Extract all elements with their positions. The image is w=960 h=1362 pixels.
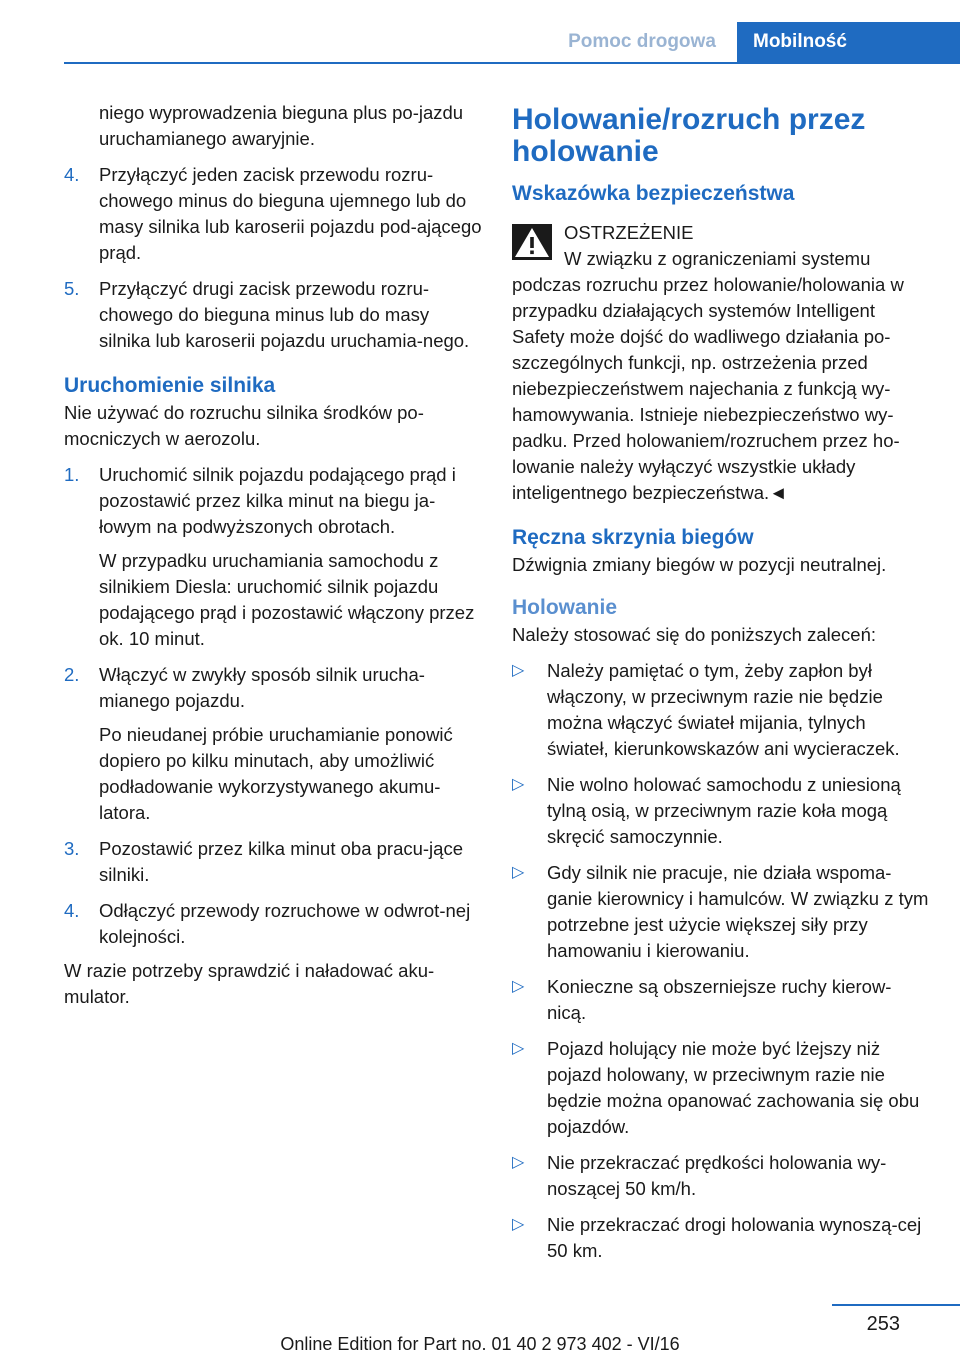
step-extra: Po nieudanej próbie uruchamianie ponowić dopiero po kilku minutach, aby umożliwić podładowanie wykorzystywanego akumu‐latora. <box>99 724 453 823</box>
edition-footer: Online Edition for Part no. 01 40 2 973 402 - VI/16 <box>280 1334 680 1354</box>
intro-continuation: niego wyprowadzenia bieguna plus po‐jazdu uruchamianego awaryjnie. <box>99 102 464 149</box>
bullet-triangle-icon: ▷ <box>512 978 525 995</box>
step-text: Przyłączyć drugi zacisk przewodu rozru‐chowego do bieguna minus lub do masy silnika lub karoserii pojazdu uruchamia‐nego. <box>99 278 470 351</box>
warning-text: podczas rozruchu przez holowanie/holowania w przypadku działających systemów Intelligent Safety może dojść do wadliwego działania po‐szczególnych funkcji, np. ostrzeżenia przed niebezpieczeństwem najechania z funkcją wy‐hamowywania. Istnieje niebezpieczeństwo wy‐padku. Przed holowaniem/rozruchem przez ho‐lowanie należy wyłączyć wszystkie układy inteligentnego bezpieczeństwa.◄ <box>512 274 904 503</box>
list-item-text: Nie przekraczać drogi holowania wynoszą‐cej 50 km. <box>547 1214 922 1261</box>
towing-intro: Należy stosować się do poniższych zaleceń: <box>512 624 877 645</box>
safety-heading: Wskazówka bezpieczeństwa <box>512 182 795 205</box>
right-column <box>512 100 930 1264</box>
list-item <box>512 974 930 1026</box>
list-item <box>512 1036 930 1140</box>
list-item-text: Nie wolno holować samochodu z uniesioną tylną osią, w przeciwnym razie koła mogą skręcić samoczynnie. <box>547 774 901 847</box>
list-item-text: Gdy silnik nie pracuje, nie działa wspoma‐ganie kierownicy i hamulców. W związku z tym potrzebne jest użycie większej siły przy hamowaniu i kierowaniu. <box>547 862 929 961</box>
bullet-triangle-icon: ▷ <box>512 1216 525 1233</box>
warning-first-line: W związku z ograniczeniami systemu <box>564 248 871 269</box>
section-intro: Nie używać do rozruchu silnika środków po‐mocniczych w aerozolu. <box>64 402 424 449</box>
step-item <box>64 162 484 266</box>
step-text: Przyłączyć jeden zacisk przewodu rozru‐chowego minus do bieguna ujemnego lub do masy silnika lub karoserii pojazdu pod‐ającego prąd. <box>99 164 482 263</box>
list-item <box>512 1212 930 1264</box>
section-heading: Uruchomienie silnika <box>64 374 276 397</box>
step-text: Pozostawić przez kilka minut oba pracu‐jące silniki. <box>99 838 463 885</box>
warning-triangle-icon <box>512 224 552 260</box>
list-item-text: Należy pamiętać o tym, żeby zapłon był włączony, w przeciwnym razie nie będzie można włączyć świateł mijania, tylnych świateł, kierunkowskazów ani wycieraczek. <box>547 660 900 759</box>
step-item <box>64 898 484 950</box>
tab-mobilnosc: Mobilność <box>737 22 960 62</box>
closing-text: W razie potrzeby sprawdzić i naładować aku‐mulator. <box>64 960 435 1007</box>
step-text: Włączyć w zwykły sposób silnik urucha‐mianego pojazdu. <box>99 664 425 711</box>
list-item <box>512 658 930 762</box>
bullet-triangle-icon: ▷ <box>512 864 525 881</box>
towing-heading: Holowanie <box>512 596 618 619</box>
step-extra: W przypadku uruchamiania samochodu z silnikiem Diesla: uruchomić silnik pojazdu podającego prąd i pozostawić włączony przez ok. 10 minut. <box>99 550 475 649</box>
list-item-text: Konieczne są obszerniejsze ruchy kierow‐nicą. <box>547 976 892 1023</box>
list-item-text: Pojazd holujący nie może być lżejszy niż pojazd holowany, w przeciwnym razie nie będzie można opanować zachowania się obu pojazdów. <box>547 1038 920 1137</box>
list-item <box>512 1150 930 1202</box>
bullet-triangle-icon: ▷ <box>512 776 525 793</box>
list-item-text: Nie przekraczać prędkości holowania wy‐noszącej 50 km/h. <box>547 1152 887 1199</box>
bullet-triangle-icon: ▷ <box>512 1154 525 1171</box>
step-number: 4. <box>64 900 80 921</box>
warning-label: OSTRZEŻENIE <box>564 222 694 243</box>
left-column <box>64 100 484 1010</box>
step-number: 2. <box>64 664 80 685</box>
header-divider <box>64 62 960 64</box>
step-item <box>64 836 484 888</box>
page-title: Holowanie/rozruch przez holowanie <box>512 103 866 168</box>
warning-block <box>512 220 930 506</box>
tab-pomoc-drogowa: Pomoc drogowa <box>568 31 716 52</box>
list-item <box>512 772 930 850</box>
step-number: 1. <box>64 464 80 485</box>
list-item <box>512 860 930 964</box>
step-item <box>64 662 484 826</box>
step-item <box>64 276 484 354</box>
step-number: 4. <box>64 164 80 185</box>
step-item <box>64 462 484 652</box>
step-text: Uruchomić silnik pojazdu podającego prąd i pozostawić przez kilka minut na biegu ja‐łowym na podwyższonych obrotach. <box>99 464 456 537</box>
footer-divider <box>832 1304 960 1306</box>
gearbox-text: Dźwignia zmiany biegów w pozycji neutralnej. <box>512 554 887 575</box>
page-number: 253 <box>866 1313 900 1335</box>
step-number: 3. <box>64 838 80 859</box>
bullet-triangle-icon: ▷ <box>512 662 525 679</box>
step-text: Odłączyć przewody rozruchowe w odwrot‐nej kolejności. <box>99 900 471 947</box>
gearbox-heading: Ręczna skrzynia biegów <box>512 526 754 549</box>
bullet-triangle-icon: ▷ <box>512 1040 525 1057</box>
step-number: 5. <box>64 278 80 299</box>
